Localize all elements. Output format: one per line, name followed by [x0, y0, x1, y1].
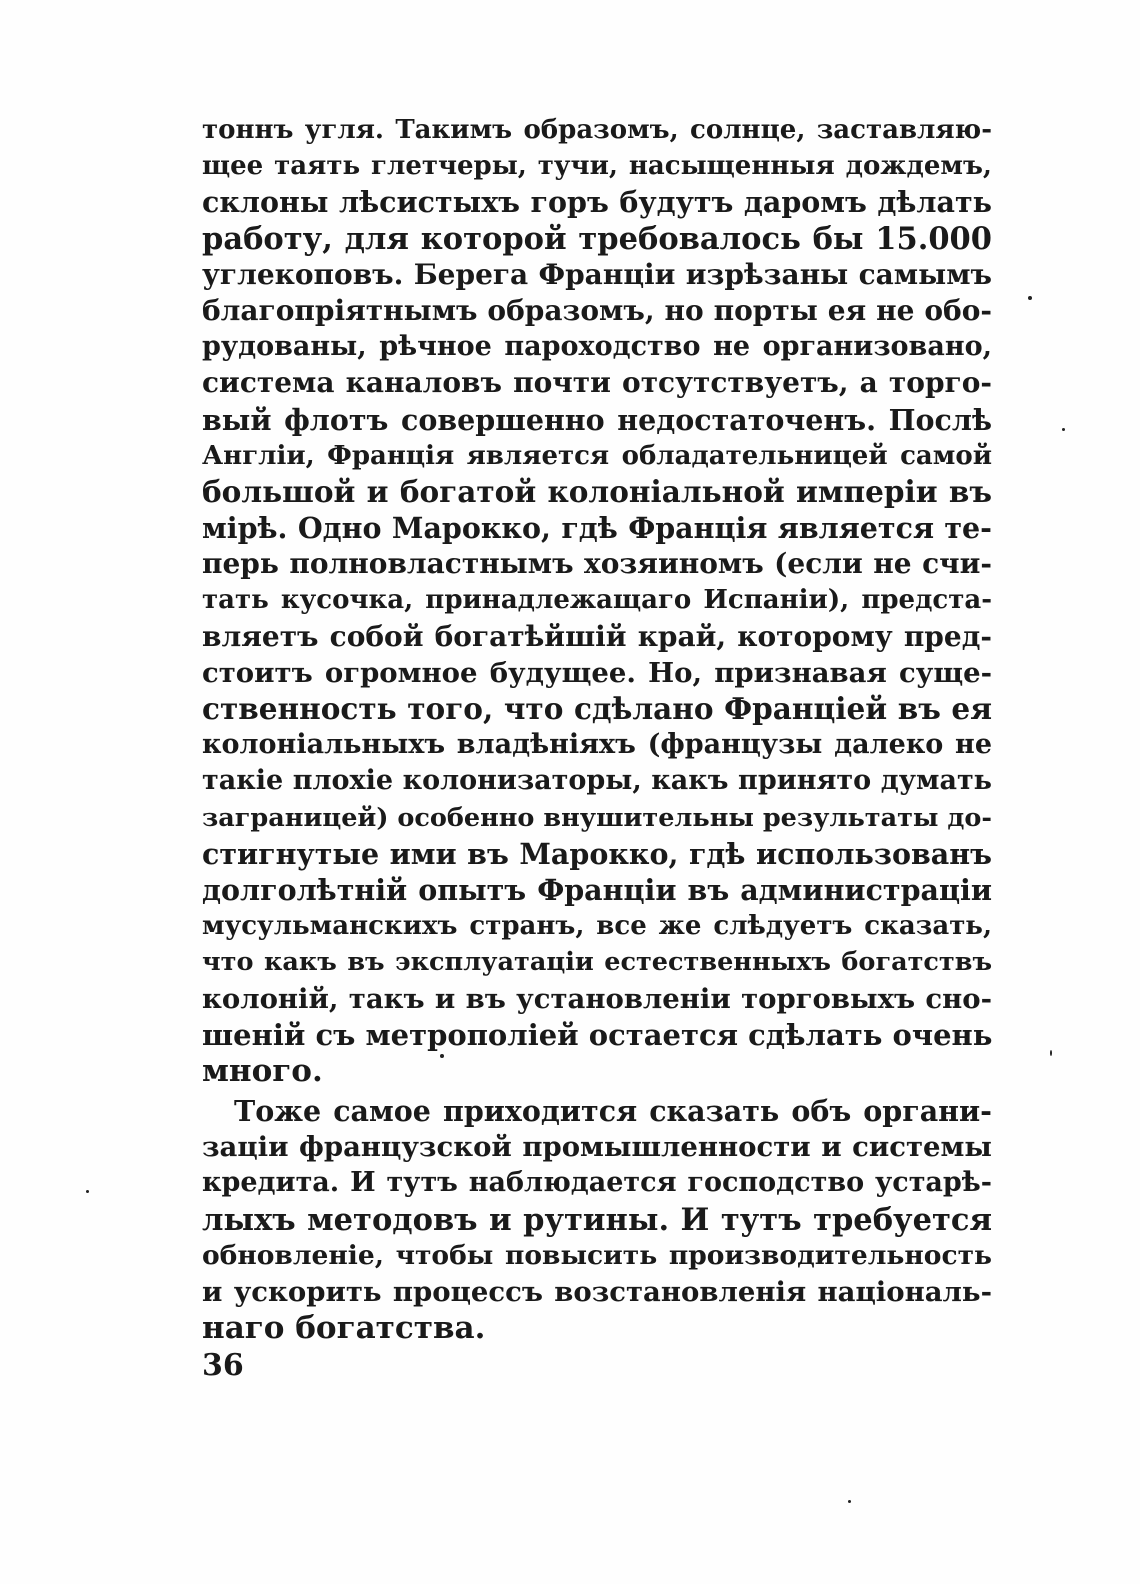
- scan-speck: [1028, 296, 1032, 300]
- text-line: вый флотъ совершенно недостаточенъ. Послѣ: [202, 402, 992, 437]
- text-line: рудованы, рѣчное пароходство не организовано,: [202, 331, 992, 363]
- text-line: Тоже самое приходится сказать объ органи-: [234, 1094, 992, 1129]
- text-line: такіе плохіе колонизаторы, какъ принято думать: [202, 765, 992, 797]
- text-line: колоніальныхъ владѣніяхъ (французы далеко не: [202, 729, 992, 761]
- scan-speck: [1062, 428, 1065, 431]
- scan-speck: [1050, 1050, 1052, 1056]
- text-line: заціи французской промышленности и системы: [202, 1131, 992, 1164]
- text-line: тоннъ угля. Такимъ образомъ, солнце, заставляю-: [202, 115, 992, 145]
- text-line: колоній, такъ и въ установленіи торговыхъ сно-: [202, 982, 992, 1015]
- text-line: обновленіе, чтобы повысить производительность: [202, 1239, 992, 1271]
- text-line: углекоповъ. Берега Франціи изрѣзаны самымъ: [202, 257, 992, 291]
- text-line: что какъ въ эксплуатаціи естественныхъ богатствъ: [202, 947, 992, 978]
- text-line: стигнутые ими въ Марокко, гдѣ использованъ: [202, 836, 992, 871]
- text-line: работу, для которой требовалось бы 15.000: [202, 220, 992, 257]
- text-line: мусульманскихъ странъ, все же слѣдуетъ сказать,: [202, 911, 992, 942]
- scan-speck: [86, 1190, 89, 1193]
- text-line: и ускорить процессъ возстановленія національ-: [202, 1276, 992, 1308]
- text-line: щее таять глетчеры, тучи, насыщенныя дождемъ,: [202, 151, 992, 182]
- scan-speck: [848, 1500, 851, 1503]
- text-line: тать кусочка, принадлежащаго Испаніи), предста-: [202, 585, 992, 616]
- text-line: ственность того, что сдѣлано Франціей въ ея: [202, 691, 992, 726]
- page-number: 36: [202, 1348, 244, 1383]
- text-line: большой и богатой колоніальной имперіи въ: [202, 473, 992, 509]
- text-line: мірѣ. Одно Марокко, гдѣ Франція является те-: [202, 511, 992, 546]
- text-line: благопріятнымъ образомъ, но порты ея не обо-: [202, 293, 992, 327]
- paragraph-2: [202, 1093, 992, 1346]
- text-line: система каналовъ почти отсутствуетъ, а торго-: [202, 366, 992, 400]
- text-line: перь полновластнымъ хозяиномъ (если не счи-: [202, 547, 992, 581]
- body-text: [202, 112, 992, 1346]
- text-line: вляетъ собой богатѣйшій край, которому пред-: [202, 619, 992, 653]
- scan-speck: [440, 1054, 444, 1058]
- text-line: заграницей) особенно внушительны результаты до-: [202, 802, 992, 833]
- text-line: стоитъ огромное будущее. Но, признавая суще-: [202, 656, 992, 689]
- text-line: долголѣтній опытъ Франціи въ администраціи: [202, 872, 992, 907]
- text-line: лыхъ методовъ и рутины. И тутъ требуется: [202, 1201, 992, 1238]
- text-line: склоны лѣсистыхъ горъ будутъ даромъ дѣлать: [202, 185, 992, 220]
- text-line: много.: [202, 1052, 323, 1089]
- text-line: кредита. И тутъ наблюдается господство устарѣ-: [202, 1167, 992, 1199]
- text-line: шеній съ метрополіей остается сдѣлать очень: [202, 1017, 992, 1052]
- paragraph-1: [202, 112, 992, 1089]
- text-line: Англіи, Франція является обладательницей самой: [202, 440, 992, 471]
- text-line: наго богатства.: [202, 1310, 486, 1347]
